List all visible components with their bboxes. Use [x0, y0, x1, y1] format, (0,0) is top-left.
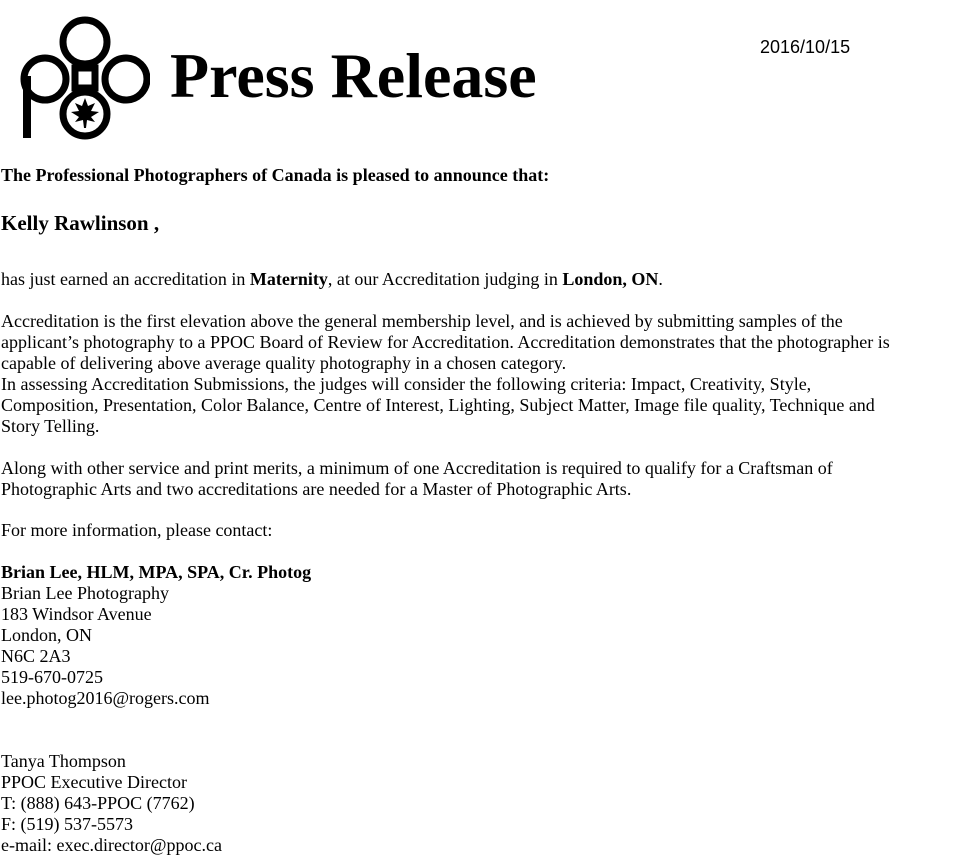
paragraph-line: In assessing Accreditation Submissions, the judges will consider the following criteria: Impact, Creativity, Style, — [1, 374, 812, 394]
paragraph-line: Along with other service and print merits, a minimum of one Accreditation is required to qualify for a Craftsman of — [1, 458, 833, 478]
contact1-city: London, ON — [1, 625, 92, 645]
paragraph-line: Composition, Presentation, Color Balance, Centre of Interest, Lighting, Subject Matter, Image file quality, Technique and — [1, 395, 875, 415]
earned-mid: , at our Accreditation judging in — [327, 269, 563, 289]
contact2-phone: T: (888) 643-PPOC (7762) — [1, 793, 195, 813]
paragraph-line: applicant’s photography to a PPOC Board of Review for Accreditation. Accreditation demonstrates that the photographer is — [1, 332, 890, 352]
announcement: The Professional Photographers of Canada is pleased to announce that: — [1, 165, 550, 185]
accreditation-category: Maternity — [249, 269, 328, 289]
contact1-name: Brian Lee, HLM, MPA, SPA, Cr. Photog — [1, 562, 312, 582]
contact1-phone: 519-670-0725 — [1, 667, 103, 687]
paragraph-line: capable of delivering above average quality photography in a chosen category. — [1, 353, 567, 373]
page-title: Press Release — [170, 40, 537, 111]
paragraph-line: Accreditation is the first elevation above the general membership level, and is achieved by submitting samples of the — [1, 311, 843, 331]
judging-location: London, ON — [562, 269, 659, 289]
contact2-role: PPOC Executive Director — [1, 772, 187, 792]
earned-pre: has just earned an accreditation in — [1, 269, 250, 289]
earned-post: . — [658, 269, 663, 289]
paragraph-line: Photographic Arts and two accreditations are needed for a Master of Photographic Arts. — [1, 479, 632, 499]
earned-line — [1, 269, 663, 290]
contact-intro: For more information, please contact: — [1, 520, 273, 540]
contact1-company: Brian Lee Photography — [1, 583, 169, 603]
paragraph-line: Story Telling. — [1, 416, 100, 436]
contact2-fax: F: (519) 537-5573 — [1, 814, 133, 834]
release-date: 2016/10/15 — [760, 37, 851, 57]
contact1-street: 183 Windsor Avenue — [1, 604, 152, 624]
contact1-postal: N6C 2A3 — [1, 646, 71, 666]
contact2-name: Tanya Thompson — [1, 751, 126, 771]
contact2-email[interactable]: e-mail: exec.director@ppoc.ca — [1, 835, 222, 855]
ppoc-logo — [20, 12, 150, 140]
recipient-name: Kelly Rawlinson , — [1, 211, 160, 235]
contact1-email[interactable]: lee.photog2016@rogers.com — [1, 688, 210, 708]
